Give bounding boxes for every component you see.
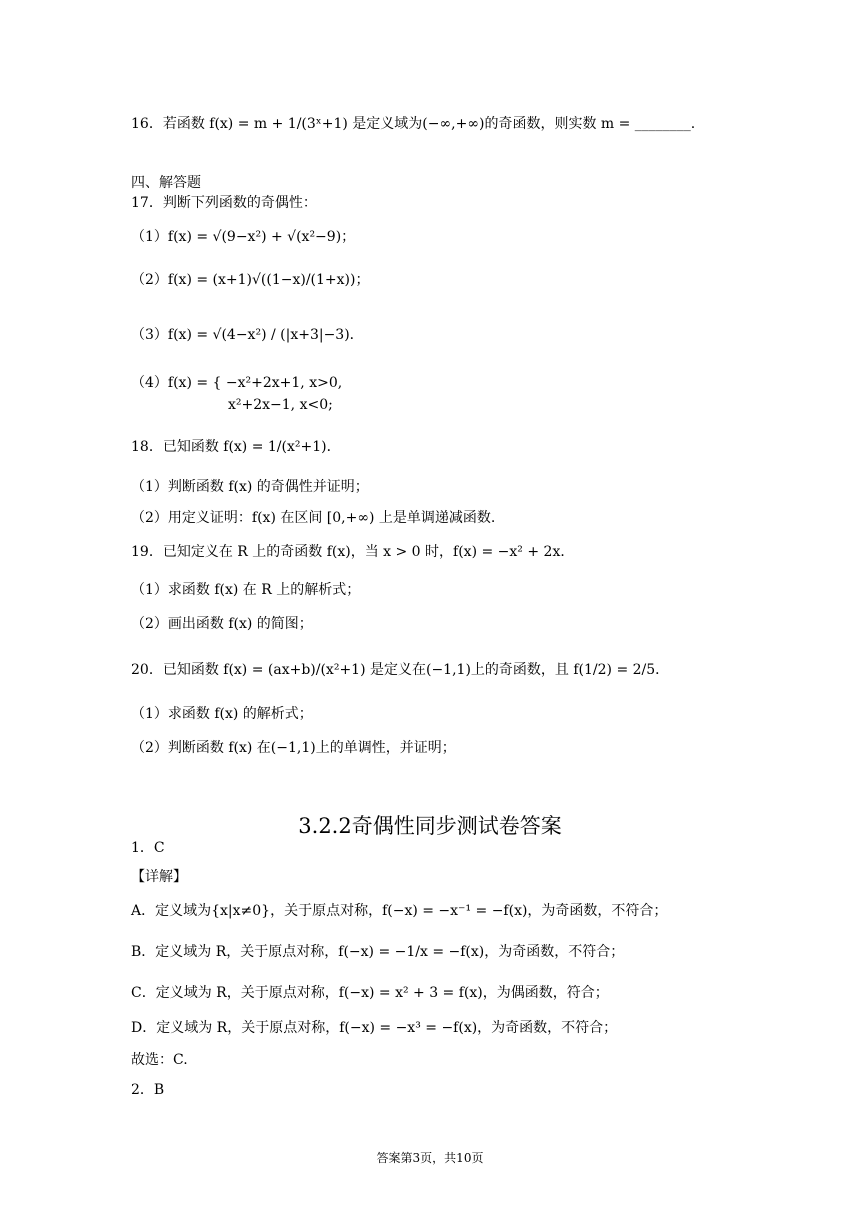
answer-line-a: A．定义域为{x|x≠0}，关于原点对称，f(−x) = −x⁻¹ = −f(x)，为奇函数，不符合； — [131, 903, 668, 919]
question-19-title: 19．已知定义在 R 上的奇函数 f(x)，当 x > 0 时，f(x) = −x² + 2x． — [131, 544, 575, 560]
question-17-item-3: （3）f(x) = √(4−x²) / (|x+3|−3)． — [131, 327, 364, 343]
question-17-item-4a: （4）f(x) = { −x²+2x+1, x>0, — [131, 375, 343, 391]
question-18-item-1: （1）判断函数 f(x) 的奇偶性并证明； — [131, 479, 369, 495]
answer-line-c: C．定义域为 R，关于原点对称，f(−x) = x² + 3 = f(x)，为偶函数，符合； — [131, 985, 609, 1001]
question-17-item-1: （1）f(x) = √(9−x²) + √(x²−9)； — [131, 229, 356, 245]
section-title: 四、解答题 — [131, 175, 201, 191]
question-19-item-2: （2）画出函数 f(x) 的简图； — [131, 616, 313, 632]
question-18-item-2: （2）用定义证明：f(x) 在区间 [0,+∞) 上是单调递减函数. — [131, 510, 496, 526]
answer-line-b: B．定义域为 R，关于原点对称，f(−x) = −1/x = −f(x)，为奇函数，不符合； — [131, 944, 625, 960]
question-20-item-2: （2）判断函数 f(x) 在(−1,1)上的单调性，并证明； — [131, 740, 456, 756]
question-19-item-1: （1）求函数 f(x) 在 R 上的解析式； — [131, 582, 361, 598]
question-16: 16．若函数 f(x) = m + 1/(3ˣ+1) 是定义域为(−∞,+∞)的奇函数，则实数 m = ________. — [131, 116, 696, 132]
page-footer: 答案第3页，共10页 — [376, 1151, 484, 1165]
question-17-item-2: （2）f(x) = (x+1)√((1−x)/(1+x))； — [131, 272, 370, 288]
question-20-item-1: （1）求函数 f(x) 的解析式； — [131, 706, 313, 722]
question-17-item-4b: x²+2x−1, x<0; — [228, 397, 333, 413]
answer-conclusion: 故选：C. — [131, 1052, 188, 1068]
detail-label: 【详解】 — [131, 869, 187, 885]
answers-heading: 3.2.2奇偶性同步测试卷答案 — [298, 814, 562, 838]
question-17-title: 17．判断下列函数的奇偶性： — [131, 195, 317, 211]
question-18-title: 18．已知函数 f(x) = 1/(x²+1)． — [131, 439, 341, 455]
answer-line-d: D．定义域为 R，关于原点对称，f(−x) = −x³ = −f(x)，为奇函数，不符合； — [131, 1020, 618, 1036]
question-20-title: 20．已知函数 f(x) = (ax+b)/(x²+1) 是定义在(−1,1)上的奇函数，且 f(1/2) = 2/5． — [131, 662, 670, 678]
answer-1: 1．C — [131, 840, 165, 856]
answer-2: 2．B — [131, 1082, 165, 1098]
